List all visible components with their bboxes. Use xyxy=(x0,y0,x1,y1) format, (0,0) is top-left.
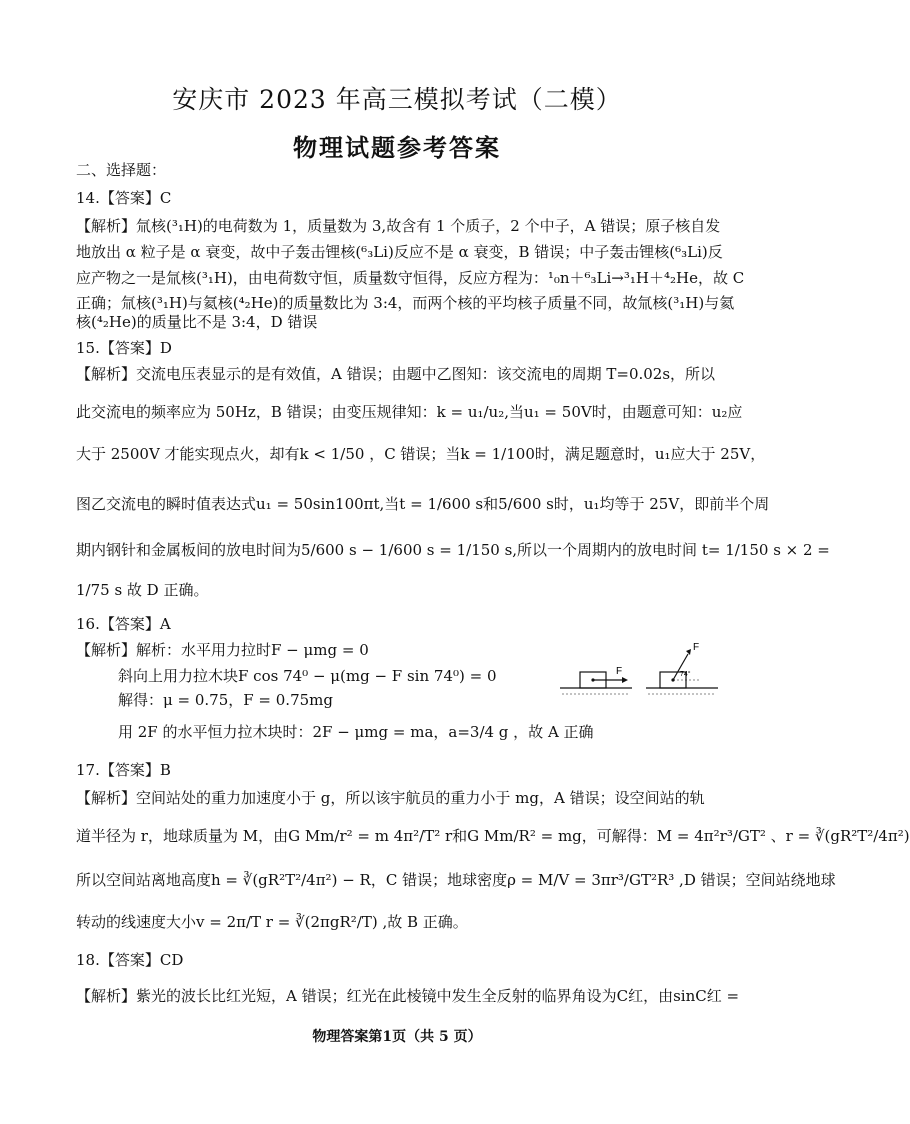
text-line: 【解析】解析：水平用力拉时F − μmg = 0 xyxy=(76,641,369,659)
angle-label: 74° xyxy=(680,671,691,678)
text-line: 【解析】紫光的波长比红光短，A 错误；红光在此棱镜中发生全反射的临界角设为C红，由sinC红 = xyxy=(76,987,740,1005)
text-line: 【解析】空间站处的重力加速度小于 g，所以该宇航员的重力小于 mg，A 错误；设空间站的轨 xyxy=(76,789,705,807)
text-line: 道半径为 r，地球质量为 M，由G Mm/r² = m 4π²/T² r和G Mm/R² = mg，可解得：M = 4π²r³/GT² 、r = ∛(gR²T²/4π²) xyxy=(76,827,910,845)
text-line: 解得：μ = 0.75，F = 0.75mg xyxy=(118,691,333,709)
answer-17: 17.【答案】B xyxy=(76,761,171,779)
text-line: 【解析】氚核(³₁H)的电荷数为 1，质量数为 3,故含有 1 个质子，2 个中子，A 错误；原子核自发 xyxy=(76,217,721,235)
answer-15: 15.【答案】D xyxy=(76,339,172,357)
text-line: 1/75 s 故 D 正确。 xyxy=(76,581,209,599)
text-line: 图乙交流电的瞬时值表达式u₁ = 50sin100πt,当t = 1/600 s和5/600 s时，u₁均等于 25V，即前半个周 xyxy=(76,495,770,513)
force-label: F xyxy=(616,666,623,677)
text-line: 地放出 α 粒子是 α 衰变，故中子轰击锂核(⁶₃Li)反应不是 α 衰变，B 错误；中子轰击锂核(⁶₃Li)反 xyxy=(76,243,723,261)
answer-18: 18.【答案】CD xyxy=(76,951,184,969)
text-line: 大于 2500V 才能实现点火，却有k < 1/50 ，C 错误；当k = 1/100时，满足题意时，u₁应大于 25V， xyxy=(76,445,766,463)
answer-16: 16.【答案】A xyxy=(76,615,171,633)
text-line: 所以空间站离地高度h = ∛(gR²T²/4π²) − R，C 错误；地球密度ρ = M/V = 3πr³/GT²R³ ,D 错误；空间站绕地球 xyxy=(76,871,836,889)
text-line: 斜向上用力拉木块F cos 74⁰ − μ(mg − F sin 74⁰) = 0 xyxy=(118,667,497,685)
text-line: 正确；氚核(³₁H)与氦核(⁴₂He)的质量数比为 3:4，而两个核的平均核子质量不同，故氚核(³₁H)与氦 xyxy=(76,294,735,312)
page-subtitle: 物理试题参考答案 xyxy=(293,133,501,162)
text-line: 此交流电的频率应为 50Hz，B 错误；由变压规律知：k = u₁/u₂,当u₁ = 50V时，由题意可知：u₂应 xyxy=(76,403,743,421)
answer-14: 14.【答案】C xyxy=(76,189,172,207)
text-line: 核(⁴₂He)的质量比不是 3:4，D 错误 xyxy=(76,313,318,331)
text-line: 期内钢针和金属板间的放电时间为5/600 s − 1/600 s = 1/150 s,所以一个周期内的放电时间 t= 1/150 s × 2 = xyxy=(76,541,830,559)
force-label: F xyxy=(693,642,700,653)
page-title: 安庆市 2023 年高三模拟考试（二模） xyxy=(172,85,622,114)
text-line: 【解析】交流电压表显示的是有效值，A 错误；由题中乙图知：该交流电的周期 T=0.02s，所以 xyxy=(76,365,716,383)
section-heading: 二、选择题： xyxy=(76,161,167,179)
force-diagram xyxy=(560,640,720,700)
text-line: 应产物之一是氚核(³₁H)，由电荷数守恒，质量数守恒得，反应方程为：¹₀n＋⁶₃Li→³₁H＋⁴₂He，故 C xyxy=(76,269,745,287)
text-line: 转动的线速度大小v = 2π/T r = ∛(2πgR²/T) ,故 B 正确。 xyxy=(76,913,468,931)
page-footer: 物理答案第1页（共 5 页） xyxy=(312,1029,482,1045)
text-line: 用 2F 的水平恒力拉木块时：2F − μmg = ma，a=3/4 g ，故 A 正确 xyxy=(118,723,594,741)
